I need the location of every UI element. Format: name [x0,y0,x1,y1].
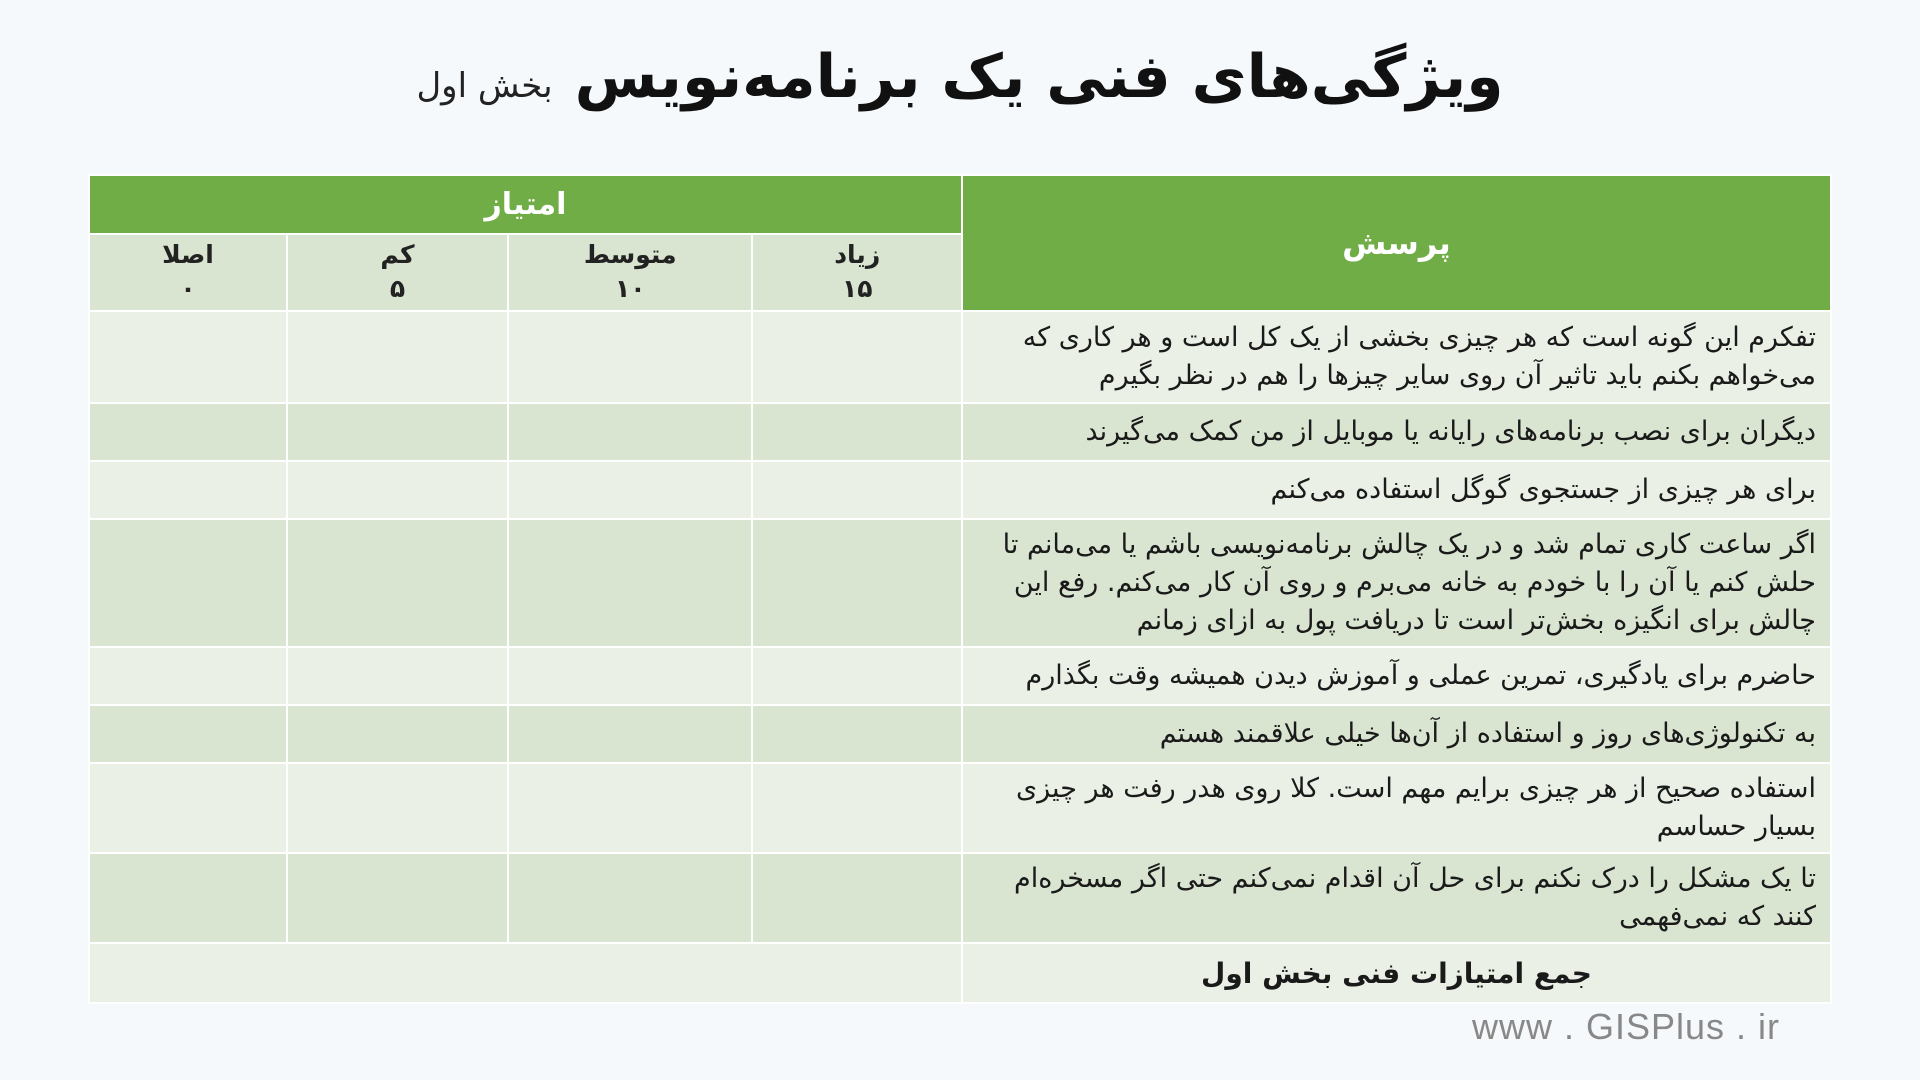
table-row [89,403,1831,461]
question-cell: دیگران برای نصب برنامه‌های رایانه یا موبایل از من کمک می‌گیرند [962,403,1831,461]
score-cell-low[interactable] [287,647,508,705]
question-cell: تا یک مشکل را درک نکنم برای حل آن اقدام نمی‌کنم حتی اگر مسخره‌ام کنند که نمی‌فهمی [962,853,1831,943]
question-cell: برای هر چیزی از جستجوی گوگل استفاده می‌کنم [962,461,1831,519]
score-cell-high[interactable] [752,461,962,519]
score-cell-none[interactable] [89,311,287,403]
score-col-value: ۱۵ [841,274,873,304]
score-col-value: ۵ [389,274,406,304]
total-label: جمع امتیازات فنی بخش اول [962,943,1831,1003]
score-col-medium [508,234,752,311]
score-cell-none[interactable] [89,403,287,461]
score-cell-medium[interactable] [508,853,752,943]
question-cell: اگر ساعت کاری تمام شد و در یک چالش برنامه‌نویسی باشم یا می‌مانم تا حلش کنم یا آن را با خودم به خانه می‌برم و روی آن کار می‌کنم. رفع این چالش برای انگیزه بخش‌تر است تا دریافت پول به ازای زمانم [962,519,1831,647]
score-cell-low[interactable] [287,461,508,519]
score-cell-high[interactable] [752,311,962,403]
score-cell-high[interactable] [752,519,962,647]
score-col-value: ۰ [180,274,196,304]
score-cell-low[interactable] [287,403,508,461]
score-cell-medium[interactable] [508,647,752,705]
score-cell-none[interactable] [89,705,287,763]
score-cell-medium[interactable] [508,705,752,763]
score-cell-medium[interactable] [508,461,752,519]
score-col-label: متوسط [583,240,677,270]
question-cell: حاضرم برای یادگیری، تمرین عملی و آموزش دیدن همیشه وقت بگذارم [962,647,1831,705]
score-header: امتیاز [89,175,962,234]
score-col-low [287,234,508,311]
score-cell-low[interactable] [287,763,508,853]
score-cell-none[interactable] [89,853,287,943]
score-cell-high[interactable] [752,647,962,705]
score-cell-low[interactable] [287,705,508,763]
table-row [89,461,1831,519]
score-cell-low[interactable] [287,519,508,647]
table-row [89,705,1831,763]
score-cell-none[interactable] [89,647,287,705]
slide-title [0,42,1920,112]
score-col-label: کم [380,240,415,270]
question-cell: استفاده صحیح از هر چیزی برایم مهم است. کلا روی هدر رفت هر چیزی بسیار حساسم [962,763,1831,853]
score-col-high [752,234,962,311]
question-cell: تفکرم این گونه است که هر چیزی بخشی از یک کل است و هر کاری که می‌خواهم بکنم باید تاثیر آن روی سایر چیزها را هم در نظر بگیرم [962,311,1831,403]
question-cell: به تکنولوژی‌های روز و استفاده از آن‌ها خیلی علاقمند هستم [962,705,1831,763]
page-title: ویژگی‌های فنی یک برنامه‌نویس [574,42,1504,112]
table-row [89,853,1831,943]
score-col-label: اصلا [162,240,214,270]
score-cell-high[interactable] [752,403,962,461]
score-cell-medium[interactable] [508,763,752,853]
score-cell-low[interactable] [287,311,508,403]
page-subtitle: بخش اول [416,66,553,106]
score-cell-high[interactable] [752,853,962,943]
score-col-label: زیاد [834,240,881,270]
score-col-value: ۱۰ [615,274,646,304]
table-row [89,311,1831,403]
questionnaire-table [88,174,1832,1004]
question-header: پرسش [962,175,1831,311]
table-row [89,763,1831,853]
score-cell-high[interactable] [752,705,962,763]
score-cell-high[interactable] [752,763,962,853]
total-row [89,943,1831,1003]
score-cell-medium[interactable] [508,403,752,461]
score-cell-medium[interactable] [508,519,752,647]
website-footer: www . GISPlus . ir [1471,1006,1780,1047]
total-score-cell[interactable] [89,943,962,1003]
score-cell-none[interactable] [89,519,287,647]
score-cell-low[interactable] [287,853,508,943]
table-row [89,519,1831,647]
score-col-none [89,234,287,311]
score-cell-medium[interactable] [508,311,752,403]
table-row [89,647,1831,705]
score-cell-none[interactable] [89,461,287,519]
score-cell-none[interactable] [89,763,287,853]
